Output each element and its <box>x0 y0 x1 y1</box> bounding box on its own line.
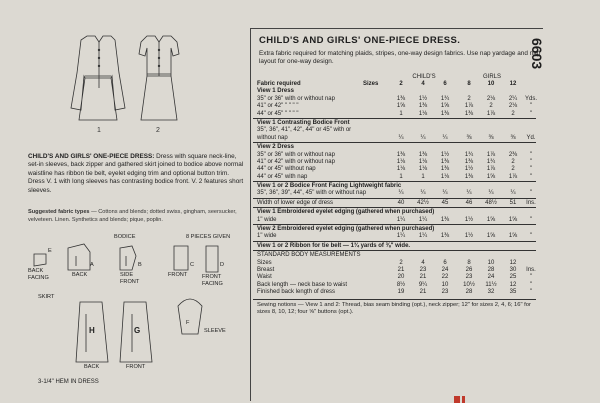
row-value: 42½ <box>417 199 429 206</box>
row-value: 20 <box>397 274 405 281</box>
row-unit: " <box>529 190 533 197</box>
row-value: 19 <box>397 289 405 296</box>
row-unit: " <box>529 103 533 110</box>
row-label: 35", 36", 39", 44", 45" with or without nap <box>257 190 367 197</box>
row-label: 1" wide <box>257 233 277 240</box>
row-label: 41" or 42" " " " " <box>257 103 299 110</box>
row-unit: " <box>529 166 533 173</box>
row-value: 1⅛ <box>418 110 428 117</box>
row-value: 1⅜ <box>440 158 450 165</box>
row-unit: " <box>529 151 533 158</box>
piece-c-shape <box>174 246 188 270</box>
row-unit: Ins. <box>526 266 536 273</box>
row-value: 28 <box>487 266 495 273</box>
yardage-table <box>253 74 536 316</box>
row-value: 1⅝ <box>440 103 450 110</box>
row-value: 4 <box>421 259 425 266</box>
row-label: 35" or 36" with or without nap <box>257 151 335 158</box>
label-b: B <box>138 262 142 268</box>
row-value: 24 <box>441 266 449 273</box>
sizes-label: Sizes <box>363 81 379 87</box>
table-row <box>253 135 536 142</box>
table-row <box>253 250 536 259</box>
row-label: View 2 Embroidered eyelet edging (gathered when purchased) <box>257 226 435 233</box>
row-value: 1⅜ <box>464 110 474 117</box>
row-value: 1¼ <box>396 233 406 240</box>
row-value: 1 <box>399 110 403 117</box>
row-value: 21 <box>419 289 427 296</box>
table-row <box>253 190 536 197</box>
table-row <box>253 118 536 127</box>
label-h: H <box>89 326 95 335</box>
table-row <box>253 260 536 267</box>
row-value: ¼ <box>398 134 404 141</box>
piece-b-shape <box>120 246 136 270</box>
row-value: 1⅝ <box>486 233 496 240</box>
label-e: E <box>48 248 52 254</box>
size-10: 10 <box>487 81 495 87</box>
table-row <box>253 241 536 250</box>
row-value: 1¾ <box>486 158 496 165</box>
rows-container <box>253 88 536 296</box>
table-row <box>253 217 536 224</box>
description-body: Dress with square neck-line, set-in sleeves, back zipper and gathered skirt joined to bodice above normal waistline has ribbon tie belt, eyelet edging trim and optional button trim. Dress V. 1 with long sleeves has contrasting bodice front. V. 2 features short sleeves. <box>28 153 244 194</box>
row-value: 1⅞ <box>508 173 518 180</box>
row-value: 2⅛ <box>486 95 496 102</box>
row-label: View 1 or 2 Bodice Front Facing Lightweight fabric <box>257 183 402 190</box>
row-value: 1 <box>399 173 403 180</box>
row-label: 44" or 45" with nap <box>257 173 308 180</box>
row-value: 12 <box>509 281 517 288</box>
sketch-label-2: 2 <box>156 127 160 134</box>
piece-a-shape <box>68 244 90 270</box>
row-value: 45 <box>441 199 449 206</box>
size-2: 2 <box>399 81 403 87</box>
row-value: 1⅛ <box>396 166 406 173</box>
pieces-drawing <box>28 234 250 394</box>
row-label: Width of lower edge of dress <box>257 199 334 206</box>
fabric-types-body: — Cottons and blends; dotted swiss, gingham, seersucker, velveteen. Linen. Synthetics and blends; pique, poplin. <box>28 209 237 223</box>
row-value: 21 <box>397 266 405 273</box>
row-unit: " <box>529 173 533 180</box>
table-row <box>253 267 536 274</box>
row-value: 6 <box>443 259 447 266</box>
row-value: ¼ <box>398 190 404 197</box>
row-value: 1½ <box>464 216 474 223</box>
row-value: ¼ <box>442 190 448 197</box>
row-value: 26 <box>465 266 473 273</box>
row-value: 1⅜ <box>396 95 406 102</box>
row-value: 48½ <box>485 199 497 206</box>
row-value: 10 <box>487 259 495 266</box>
row-value: 1⅞ <box>464 103 474 110</box>
label-front2: FRONT <box>126 364 146 370</box>
row-value: 10 <box>441 281 449 288</box>
row-value: 40 <box>397 199 405 206</box>
row-value: 1⅝ <box>508 233 518 240</box>
chart-note: Extra fabric required for matching plaids, stripes, one-way design fabrics. Use nap yardage and nap layout for one-way design. <box>259 50 541 65</box>
row-value: 2 <box>467 95 471 102</box>
row-value: 2 <box>489 103 493 110</box>
table-row <box>253 181 536 190</box>
table-row <box>253 289 536 296</box>
table-row <box>253 282 536 289</box>
row-unit: " <box>529 158 533 165</box>
row-unit: " <box>529 233 533 240</box>
dress-sketches <box>55 28 185 138</box>
row-unit: Yd. <box>526 134 536 141</box>
row-value: ¼ <box>420 134 426 141</box>
row-value: 1½ <box>440 151 450 158</box>
table-row <box>253 224 536 233</box>
label-c: C <box>190 262 195 268</box>
view2-sketch <box>139 36 179 120</box>
table-row <box>253 103 536 110</box>
row-value: 2 <box>511 158 515 165</box>
row-value: 46 <box>465 199 473 206</box>
row-value: 22 <box>441 274 449 281</box>
table-row <box>253 207 536 216</box>
row-value: 1⅛ <box>396 158 406 165</box>
label-back-facing: BACK FACING <box>28 268 49 281</box>
sketch-label-1: 1 <box>97 127 101 134</box>
size-header-row <box>253 81 536 88</box>
pattern-number: 6603 <box>529 38 545 70</box>
row-value: 1¼ <box>418 233 428 240</box>
row-value: 21 <box>419 274 427 281</box>
row-value: 1⅜ <box>418 151 428 158</box>
row-value: 1⅝ <box>486 216 496 223</box>
skirt-label: SKIRT <box>38 294 55 300</box>
row-value: 1⅛ <box>440 173 450 180</box>
row-value: 1⅜ <box>440 233 450 240</box>
row-unit: " <box>529 274 533 281</box>
row-value: 1⅜ <box>464 158 474 165</box>
row-label: 41" or 42" with or without nap <box>257 158 335 165</box>
view1-sketch <box>71 36 125 120</box>
fabric-required-label: Fabric required <box>257 81 301 87</box>
size-12: 12 <box>509 81 517 87</box>
row-value: 1 <box>421 173 425 180</box>
row-value: 51 <box>509 199 517 206</box>
size-6: 6 <box>443 81 447 87</box>
row-value: 1⅞ <box>486 166 496 173</box>
row-value: ⅜ <box>510 134 516 141</box>
row-value: 2⅛ <box>508 103 518 110</box>
row-label: 44" or 45" " " " " <box>257 110 299 117</box>
red-mark-2 <box>462 396 465 403</box>
table-row <box>253 159 536 166</box>
row-value: 1¼ <box>396 216 406 223</box>
label-side-front: SIDE FRONT <box>120 272 140 285</box>
table-row <box>253 198 536 207</box>
row-value: 1⅝ <box>508 216 518 223</box>
row-unit: " <box>529 216 533 223</box>
row-value: 11½ <box>485 281 497 288</box>
row-value: 9¼ <box>418 281 428 288</box>
row-label: Back length — neck base to waist <box>257 281 348 288</box>
row-value: 1¼ <box>418 216 428 223</box>
pattern-pieces <box>28 234 250 394</box>
row-value: 8 <box>467 259 471 266</box>
row-label: Waist <box>257 274 272 281</box>
group-childs: CHILD'S <box>412 74 436 80</box>
piece-e-shape <box>34 254 46 266</box>
row-label: View 1 Embroidered eyelet edging (gathered when purchased) <box>257 209 435 216</box>
row-label: View 1 Contrasting Bodice Front <box>257 119 350 126</box>
label-f: F <box>186 320 190 326</box>
row-value: 2 <box>511 110 515 117</box>
row-value: 1⅛ <box>418 166 428 173</box>
row-label: 35", 36", 41", 42", 44" or 45" with or <box>257 127 352 134</box>
size-8: 8 <box>467 81 471 87</box>
row-value: 1½ <box>418 95 428 102</box>
row-value: 35 <box>509 289 517 296</box>
sewing-notions: Sewing notions — View 1 and 2: Thread, bias seam binding (opt.), neck zipper; 12" for sizes 2, 4, 6; 16" for sizes 8, 10, 12; four ⅝" buttons (opt.). <box>253 299 536 316</box>
row-value: 28 <box>465 289 473 296</box>
row-value: ¼ <box>442 134 448 141</box>
row-label: 1" wide <box>257 216 277 223</box>
row-value: ⅜ <box>466 134 472 141</box>
row-value: 1⅝ <box>396 103 406 110</box>
table-row <box>253 233 536 240</box>
piece-d-shape <box>206 246 218 272</box>
table-row <box>253 96 536 103</box>
row-value: ¼ <box>510 190 516 197</box>
label-a: A <box>90 262 94 268</box>
bodice-label: BODICE <box>114 234 136 240</box>
row-label: 35" or 36" with or without nap <box>257 95 335 102</box>
table-row <box>253 88 536 95</box>
label-back: BACK <box>72 272 88 278</box>
row-value: 23 <box>419 266 427 273</box>
row-value: 30 <box>509 266 517 273</box>
row-value: 32 <box>487 289 495 296</box>
row-label: Breast <box>257 266 275 273</box>
row-value: 1⅞ <box>486 110 496 117</box>
label-g: G <box>134 326 141 335</box>
red-mark <box>454 396 460 403</box>
row-value: ¼ <box>488 190 494 197</box>
pieces-given: 8 PIECES GIVEN <box>186 234 231 240</box>
row-value: 1⅜ <box>464 173 474 180</box>
row-label: View 1 or 2 Ribbon for tie belt — 1¾ yards of ⅜" wide. <box>257 242 411 249</box>
row-value: 23 <box>465 274 473 281</box>
row-value: 1⅜ <box>440 110 450 117</box>
row-value: 1⅜ <box>440 216 450 223</box>
row-unit: " <box>529 110 533 117</box>
row-unit: " <box>529 289 533 296</box>
dress-description <box>28 153 246 195</box>
row-value: 1⅜ <box>418 103 428 110</box>
row-value: 2 <box>511 166 515 173</box>
table-row <box>253 142 536 151</box>
row-value: 2⅜ <box>508 151 518 158</box>
row-unit: Yds. <box>524 95 537 102</box>
row-value: ¼ <box>420 190 426 197</box>
row-value: 2 <box>399 259 403 266</box>
group-header-row <box>253 74 536 81</box>
row-value: 1⅜ <box>440 166 450 173</box>
chart-title: CHILD'S AND GIRLS' ONE-PIECE DRESS. <box>259 35 461 46</box>
row-value: 1¾ <box>440 95 450 102</box>
description-heading: CHILD'S AND GIRLS' ONE-PIECE DRESS: <box>28 153 155 160</box>
row-value: ¼ <box>466 190 472 197</box>
left-panel <box>0 0 250 403</box>
row-value: 1⅞ <box>486 151 496 158</box>
group-girls: GIRLS <box>482 74 501 80</box>
row-value: 1⅛ <box>418 158 428 165</box>
label-sleeve: SLEEVE <box>204 328 226 334</box>
fabric-types-heading: Suggested fabric types <box>28 209 90 215</box>
table-row <box>253 274 536 281</box>
row-unit: Ins. <box>526 199 536 206</box>
row-value: 1½ <box>464 166 474 173</box>
row-label: STANDARD BODY MEASUREMENTS <box>257 252 361 259</box>
row-label: 44" or 45" without nap <box>257 166 316 173</box>
row-label: Sizes <box>257 259 272 266</box>
row-value: 25 <box>509 274 517 281</box>
table-row <box>253 127 536 134</box>
label-front-facing: FRONT FACING <box>202 274 223 287</box>
label-d: D <box>220 262 225 268</box>
size-4: 4 <box>421 81 425 87</box>
label-back2: BACK <box>84 364 100 370</box>
table-row <box>253 166 536 173</box>
row-value: 1½ <box>464 233 474 240</box>
row-unit: " <box>529 281 533 288</box>
row-value: 12 <box>509 259 517 266</box>
row-value: 1⅝ <box>486 173 496 180</box>
row-label: View 2 Dress <box>257 144 294 151</box>
hem-note: 3-1/4" HEM IN DRESS <box>38 379 99 385</box>
row-label: Finished back length of dress <box>257 289 336 296</box>
label-front: FRONT <box>168 272 188 278</box>
row-value: 24 <box>487 274 495 281</box>
row-label: View 1 Dress <box>257 88 294 95</box>
table-row <box>253 174 536 181</box>
row-value: 23 <box>441 289 449 296</box>
row-value: 1¾ <box>464 151 474 158</box>
table-row <box>253 152 536 159</box>
row-label: without nap <box>257 134 288 141</box>
piece-f-shape <box>178 299 202 334</box>
row-value: 8½ <box>396 281 406 288</box>
fabric-types <box>28 209 246 224</box>
row-value: 10½ <box>463 281 475 288</box>
table-row <box>253 111 536 118</box>
row-value: ⅜ <box>488 134 494 141</box>
row-value: 2¼ <box>508 95 518 102</box>
row-value: 1⅜ <box>396 151 406 158</box>
